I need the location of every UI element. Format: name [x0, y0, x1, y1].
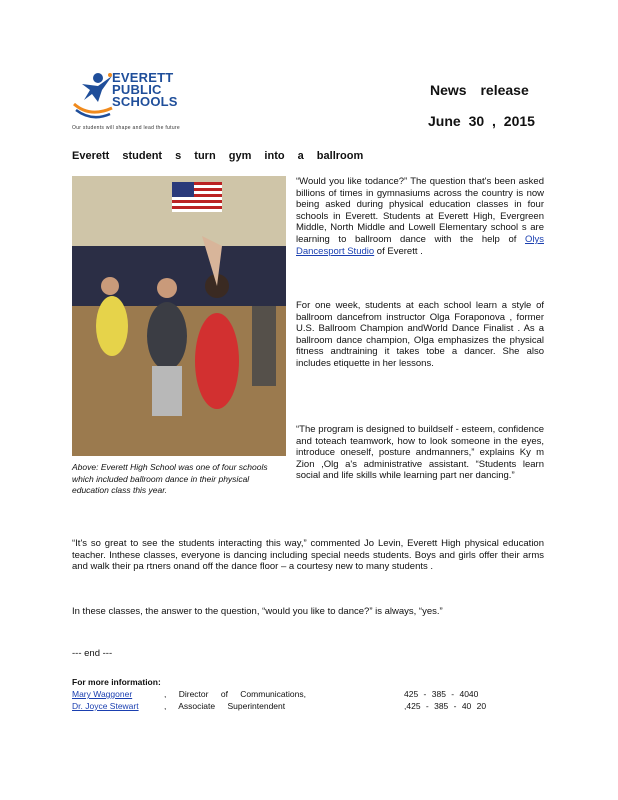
paragraph-2: For one week, students at each school learn a style of ballroom dancefrom instructor Olga Foraponova , former U.S. Ballroom Champion andWorld Dance Finalist . As a ballroom dance champion, Olga emphasizes the physical fitness andtraining it takes tobe a dancer. She also includes etiquette in her lessons.	[296, 300, 544, 369]
contact-role: , Director of Communications,	[164, 689, 306, 699]
release-date: June 30 , 2015	[428, 113, 535, 129]
paragraph-1	[296, 176, 544, 257]
paragraph-4: “It's so great to see the students interacting this way,” commented Jo Levin, Everett High physical education teacher. Inthese classes, everyone is dancing including special needs students. Boys and girls offer their arms and walk their pa rtners onand off the dance floor – a courtesy new to many students .	[72, 538, 544, 573]
contact-heading-text: For more information:	[72, 677, 161, 687]
photo-caption: Above: Everett High School was one of four schools which included ballroom dance in their physical education class this year.	[72, 462, 268, 495]
district-logo	[72, 70, 116, 122]
news-release-label: News release	[430, 82, 529, 98]
contact-row	[72, 701, 486, 712]
studio-link[interactable]: Olys Dancesport Studio	[296, 233, 544, 257]
contact-phone: 425 - 385 - 4040	[404, 689, 479, 699]
logo-line: PUBLIC	[112, 82, 162, 97]
gym-dance-photo	[72, 176, 286, 456]
contact-row	[72, 689, 478, 700]
paragraph-1-text: “Would you like todance?” The question that's been asked billions of times in gymnasiums across the country is now being asked during physical education classes in four schools in Everett. Students at Everett High, Evergreen Middle, North Middle and Lowell Elementary school s are learning to ballroom dance with the help of	[296, 176, 544, 245]
swoosh-figure-icon	[72, 70, 116, 122]
logo-wordmark	[112, 72, 178, 108]
logo-line: EVERETT	[112, 70, 174, 85]
logo-tagline: Our students will shape and lead the future	[72, 125, 180, 131]
end-marker: --- end ---	[72, 648, 113, 659]
contact-role: , Associate Superintendent	[164, 701, 286, 711]
contact-name-link[interactable]: Mary Waggoner	[72, 689, 133, 699]
paragraph-3: “The program is designed to buildself - esteem, confidence and toteach teamwork, how to look someone in the eyes, introduce oneself, posture andmanners,” explains Ky m Zion ,Olg a's administrative assistant. “Students learn social and life skills while learning part ner dancing.”	[296, 424, 544, 482]
contact-phone: ,425 - 385 - 40 20	[404, 701, 487, 711]
contact-heading	[72, 677, 161, 688]
logo-line: SCHOOLS	[112, 94, 178, 109]
contact-name-link[interactable]: Dr. Joyce Stewart	[72, 701, 139, 711]
paragraph-5: In these classes, the answer to the question, “would you like to dance?” is always, “yes.”	[72, 606, 443, 617]
american-flag-icon	[172, 182, 222, 212]
headline: Everett student s turn gym into a ballroom	[72, 150, 364, 162]
paragraph-1-end: of Everett .	[374, 245, 423, 257]
